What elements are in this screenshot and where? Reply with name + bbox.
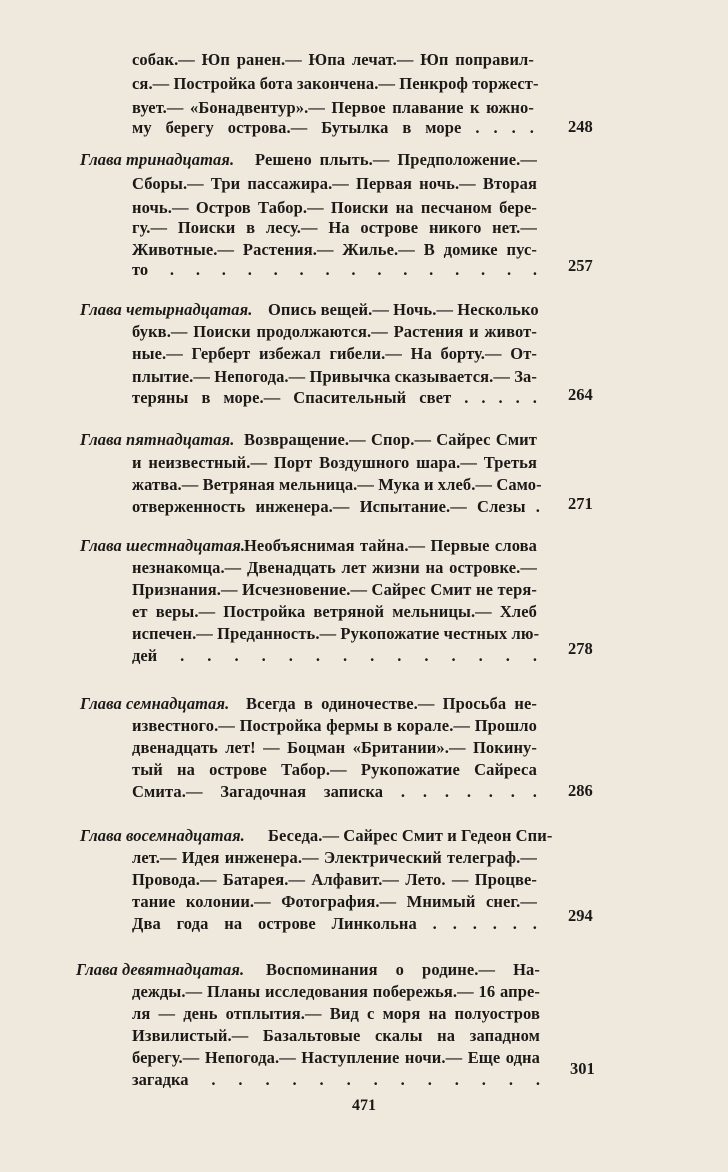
toc-line: жатва.— Ветряная мельница.— Мука и хлеб.— Само- bbox=[132, 475, 542, 494]
toc-line: ся.— Постройка бота закончена.— Пенкроф торжест- bbox=[132, 74, 539, 93]
toc-line: букв.— Поиски продолжаются.— Растения и живот- bbox=[132, 322, 537, 341]
toc-line: Беседа.— Сайрес Смит и Гедеон Спи- bbox=[268, 826, 553, 845]
chapter-title: Глава шестнадцатая. bbox=[80, 536, 246, 555]
chapter-title: Глава восемнадцатая. bbox=[80, 826, 245, 845]
chapter-title: Глава девятнадцатая. bbox=[76, 960, 245, 979]
chapter-title: Глава пятнадцатая. bbox=[80, 430, 235, 449]
toc-line: Воспоминания о родине.— На- bbox=[266, 960, 540, 979]
toc-line: гу.— Поиски в лесу.— На острове никого нет.— bbox=[132, 218, 537, 237]
toc-line: Опись вещей.— Ночь.— Несколько bbox=[268, 300, 539, 319]
toc-line: лет.— Идея инженера.— Электрический телеграф.— bbox=[132, 848, 537, 867]
chapter-title: Глава четырнадцатая. bbox=[80, 300, 253, 319]
toc-line: известного.— Постройка фермы в корале.— Прошло bbox=[132, 716, 537, 735]
page-number: 257 bbox=[568, 256, 593, 275]
chapter-heading bbox=[80, 150, 234, 170]
toc-line: и неизвестный.— Порт Воздушного шара.— Третья bbox=[132, 453, 537, 472]
toc-line: ночь.— Остров Табор.— Поиски на песчаном бере- bbox=[132, 198, 537, 217]
toc-line: тание колонии.— Фотография.— Мнимый снег.— bbox=[132, 892, 537, 911]
toc-line: испечен.— Преданность.— Рукопожатие честных лю- bbox=[132, 624, 540, 643]
toc-line: Провода.— Батарея.— Алфавит.— Лето. — Процве- bbox=[132, 870, 537, 889]
toc-line: Решено плыть.— Предположение.— bbox=[255, 150, 537, 169]
toc-line: двенадцать лет! — Боцман «Британии».— Покину- bbox=[132, 738, 537, 757]
toc-line: му берегу острова.— Бутылка в море . . . . bbox=[132, 118, 534, 137]
toc-line: Смита.— Загадочная записка . . . . . . . bbox=[132, 782, 537, 801]
page-number: 271 bbox=[568, 494, 593, 513]
chapter-heading bbox=[80, 430, 234, 450]
toc-line: теряны в море.— Спасительный свет . . . . . bbox=[132, 388, 537, 407]
chapter-heading bbox=[80, 536, 245, 556]
toc-line: то . . . . . . . . . . . . . . . bbox=[132, 260, 537, 279]
page-number: 294 bbox=[568, 906, 593, 925]
page-number: 264 bbox=[568, 385, 593, 404]
chapter-heading bbox=[80, 300, 252, 320]
toc-line: Признания.— Исчезновение.— Сайрес Смит не теря- bbox=[132, 580, 537, 599]
toc-line: Всегда в одиночестве.— Просьба не- bbox=[246, 694, 537, 713]
toc-line: Необъяснимая тайна.— Первые слова bbox=[244, 536, 537, 555]
toc-line: ет веры.— Постройка ветряной мельницы.— Хлеб bbox=[132, 602, 537, 621]
toc-line: незнакомца.— Двенадцать лет жизни на островке.— bbox=[132, 558, 537, 577]
chapter-heading bbox=[76, 960, 244, 980]
toc-line: Два года на острове Линкольна . . . . . . bbox=[132, 914, 537, 933]
toc-line: Сборы.— Три пассажира.— Первая ночь.— Вторая bbox=[132, 174, 537, 193]
chapter-title: Глава семнадцатая. bbox=[80, 694, 230, 713]
toc-line: вует.— «Бонадвентур».— Первое плавание к южно- bbox=[132, 98, 534, 117]
page-number: 248 bbox=[568, 117, 593, 136]
toc-line: Извилистый.— Базальтовые скалы на западном bbox=[132, 1026, 540, 1045]
toc-line: плытие.— Непогода.— Привычка сказывается.— За- bbox=[132, 367, 537, 386]
toc-line: тый на острове Табор.— Рукопожатие Сайреса bbox=[132, 760, 537, 779]
page-number: 278 bbox=[568, 639, 593, 658]
toc-line: берегу.— Непогода.— Наступление ночи.— Еще одна bbox=[132, 1048, 540, 1067]
toc-line: отверженность инженера.— Испытание.— Слезы . bbox=[132, 497, 540, 516]
toc-line: дежды.— Планы исследования побережья.— 16 апре- bbox=[132, 982, 540, 1001]
toc-line: дей . . . . . . . . . . . . . . bbox=[132, 646, 537, 665]
toc-line: загадка . . . . . . . . . . . . . bbox=[132, 1070, 540, 1089]
page-number: 301 bbox=[570, 1059, 595, 1078]
toc-line: ля — день отплытия.— Вид с моря на полуостров bbox=[132, 1004, 540, 1023]
toc-line: ные.— Герберт избежал гибели.— На борту.— От- bbox=[132, 344, 537, 363]
toc-line: Возвращение.— Спор.— Сайрес Смит bbox=[244, 430, 537, 449]
chapter-title: Глава тринадцатая. bbox=[80, 150, 235, 169]
toc-line: собак.— Юп ранен.— Юпа лечат.— Юп поправил- bbox=[132, 50, 534, 69]
chapter-heading bbox=[80, 694, 229, 714]
folio-page-number: 471 bbox=[352, 1097, 376, 1114]
chapter-heading bbox=[80, 826, 245, 846]
toc-line: Животные.— Растения.— Жилье.— В домике пус- bbox=[132, 240, 537, 259]
page-number: 286 bbox=[568, 781, 593, 800]
